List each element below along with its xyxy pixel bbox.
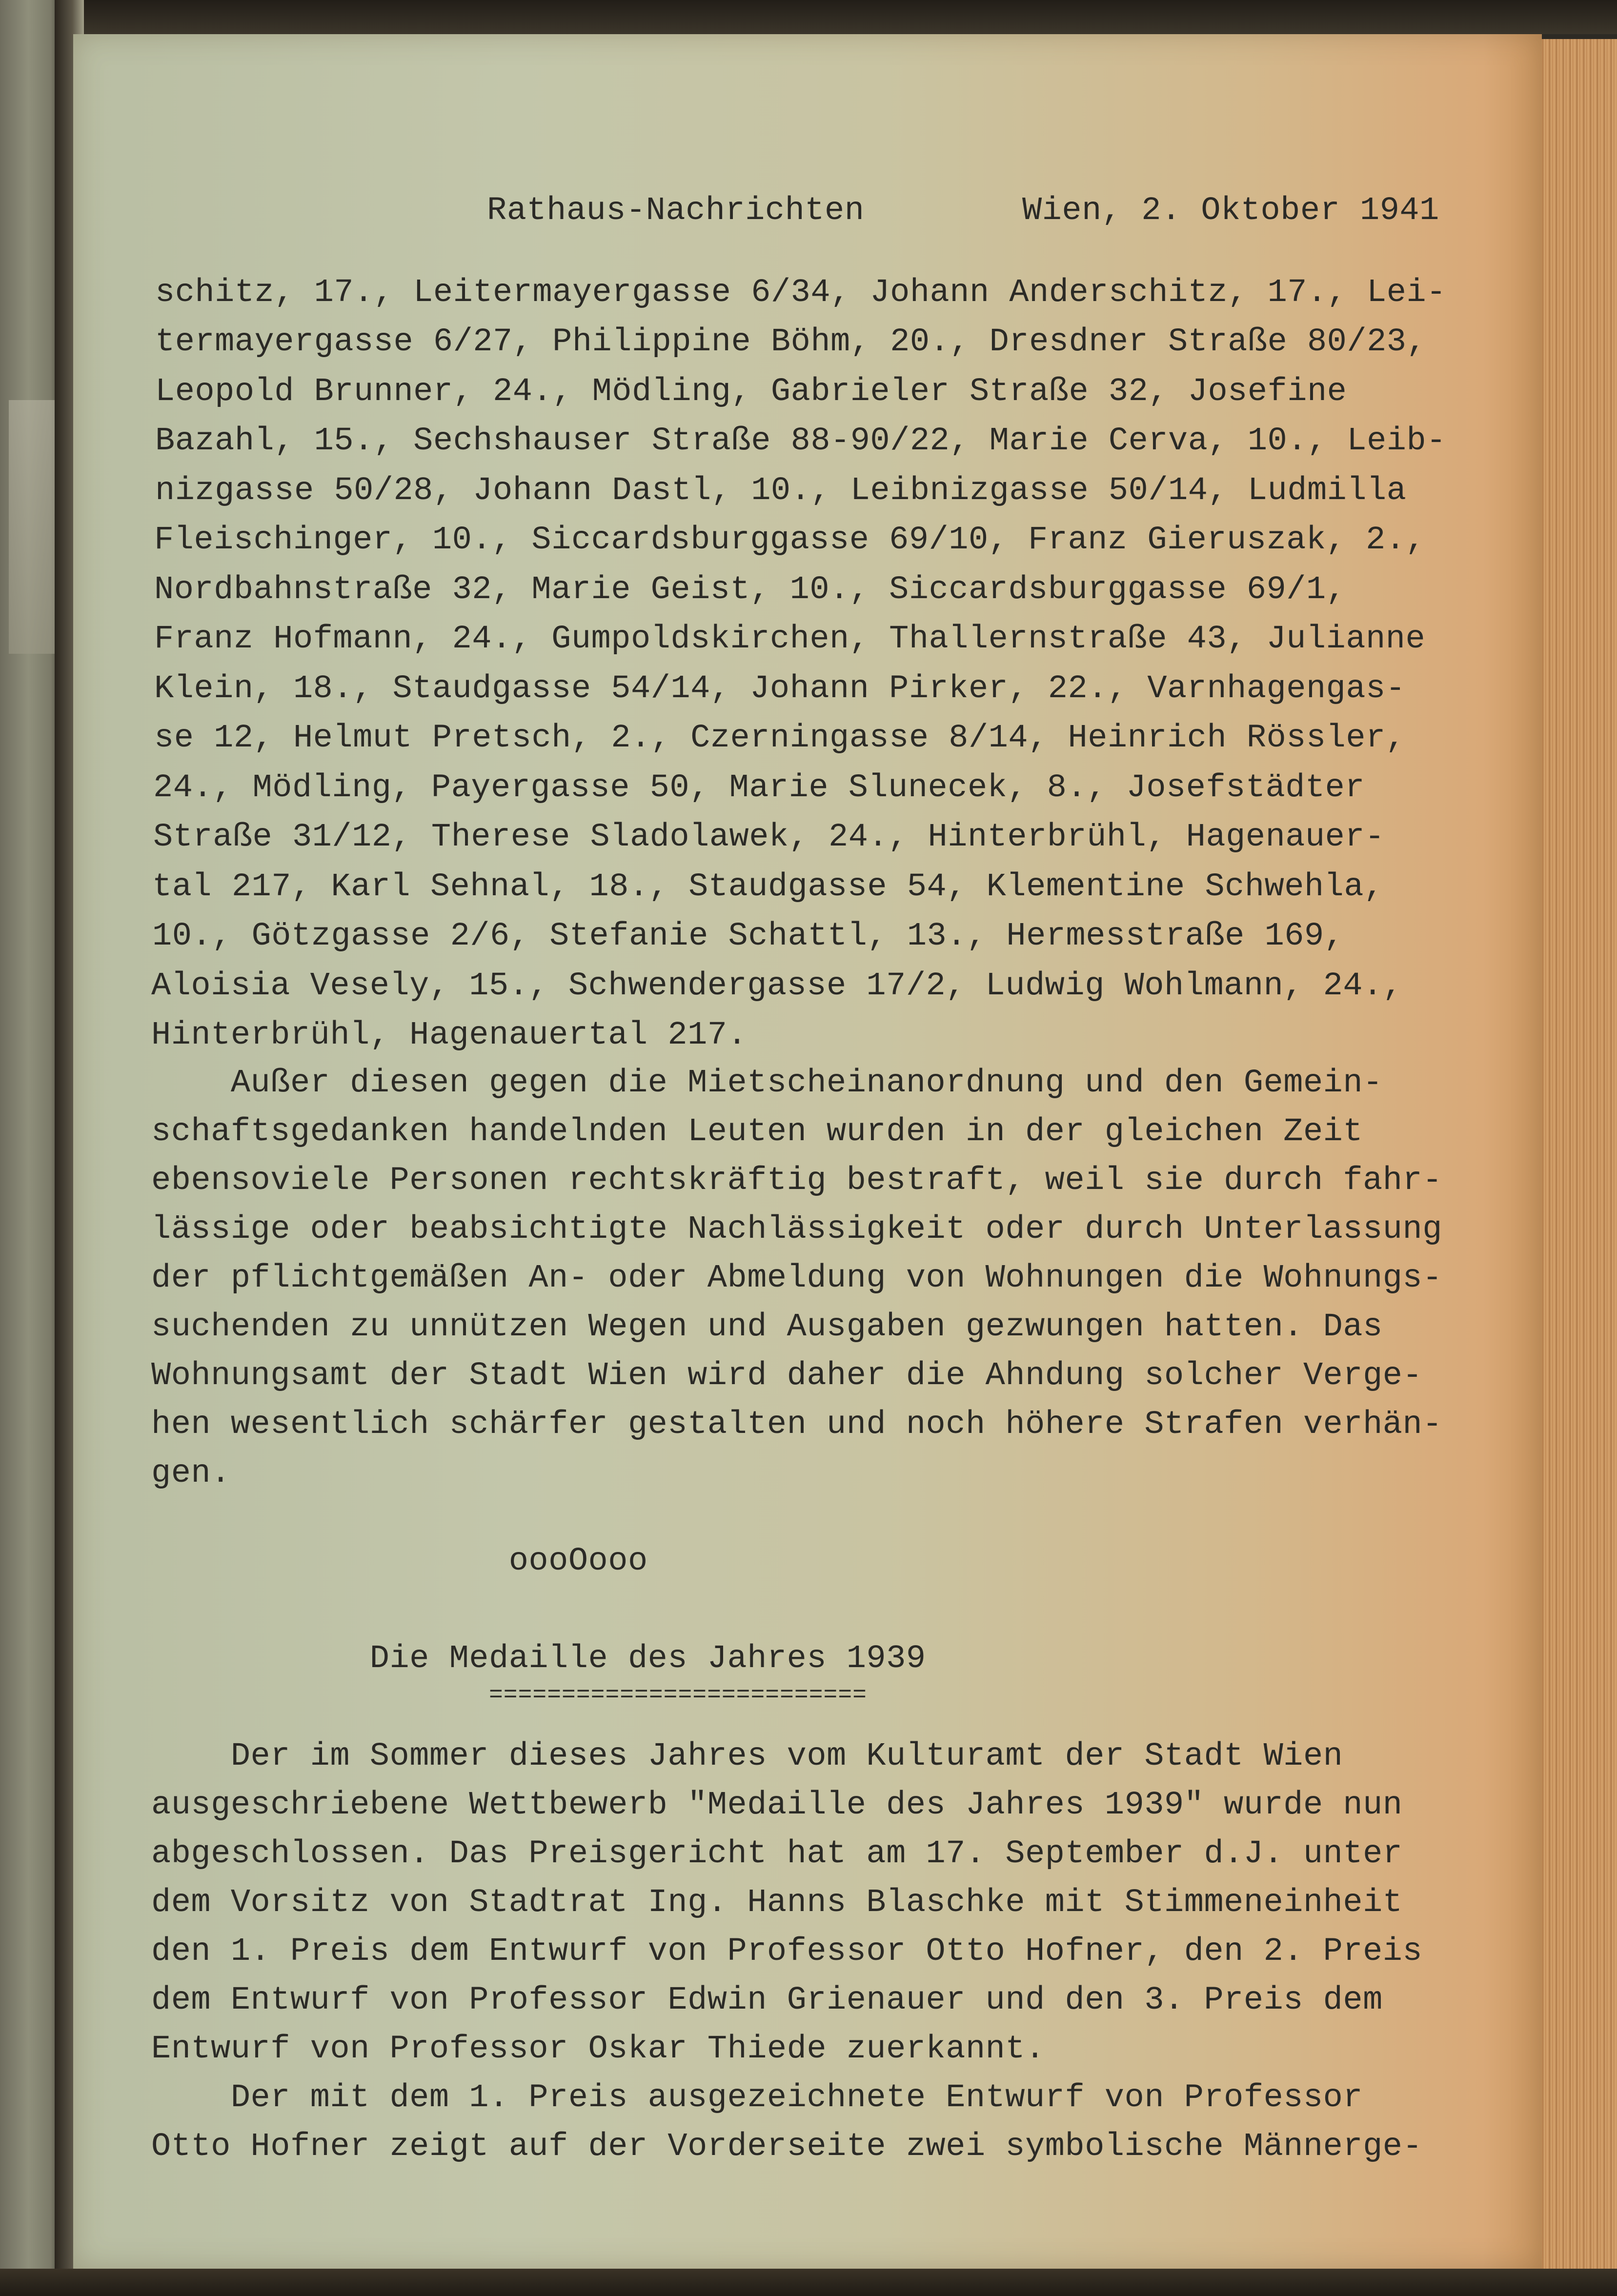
section-title: Die Medaille des Jahres 1939 (151, 1640, 926, 1677)
facing-page-stamp (9, 400, 58, 654)
text-line: nizgasse 50/28, Johann Dastl, 10., Leibnizgasse 50/14, Ludmilla (155, 472, 1407, 509)
text-line: Fleischinger, 10., Siccardsburggasse 69/10, Franz Gieruszak, 2., (154, 522, 1426, 559)
text-line: ebensoviele Personen rechtskräftig bestraft, weil sie durch fahr- (151, 1162, 1442, 1199)
text-line: den 1. Preis dem Entwurf von Professor Otto Hofner, den 2. Preis (151, 1933, 1423, 1970)
document-header-dateline: Wien, 2. Oktober 1941 (1022, 192, 1439, 229)
paragraph-first-line: Der mit dem 1. Preis ausgezeichnete Entwurf von Professor (151, 2079, 1363, 2116)
text-line: dem Entwurf von Professor Edwin Grienauer und den 3. Preis dem (151, 1982, 1383, 2019)
text-line: Nordbahnstraße 32, Marie Geist, 10., Siccardsburggasse 69/1, (154, 571, 1346, 608)
text-line: se 12, Helmut Pretsch, 2., Czerningasse 8/14, Heinrich Rössler, (154, 720, 1406, 757)
text-line: Bazahl, 15., Sechshauser Straße 88-90/22, Marie Cerva, 10., Leib- (155, 423, 1446, 460)
section-title-underline: ========================== (489, 1682, 867, 1709)
typewritten-page (73, 34, 1542, 2269)
paragraph-first-line: Außer diesen gegen die Mietscheinanordnung und den Gemein- (151, 1065, 1383, 1102)
text-line: Leopold Brunner, 24., Mödling, Gabrieler Straße 32, Josefine (155, 373, 1347, 410)
text-line: schitz, 17., Leitermayergasse 6/34, Johann Anderschitz, 17., Lei- (155, 274, 1446, 311)
text-line: Otto Hofner zeigt auf der Vorderseite zwei symbolische Männerge- (151, 2128, 1423, 2165)
text-line: abgeschlossen. Das Preisgericht hat am 17. September d.J. unter (151, 1835, 1403, 1873)
text-line: 10., Götzgasse 2/6, Stefanie Schattl, 13., Hermesstraße 169, (152, 918, 1344, 955)
text-line: hen wesentlich schärfer gestalten und noch höhere Strafen verhän- (151, 1406, 1442, 1443)
text-line: Aloisia Vesely, 15., Schwendergasse 17/2, Ludwig Wohlmann, 24., (151, 967, 1403, 1005)
text-line: der pflichtgemäßen An- oder Abmeldung von Wohnungen die Wohnungs- (151, 1260, 1442, 1297)
text-line: Wohnungsamt der Stadt Wien wird daher die Ahndung solcher Verge- (151, 1357, 1423, 1394)
scan-top-border (0, 0, 1617, 34)
scan-bottom-border (0, 2269, 1617, 2296)
page-stack-edges (1537, 39, 1617, 2269)
text-line: ausgeschriebene Wettbewerb "Medaille des Jahres 1939" wurde nun (151, 1787, 1403, 1824)
text-line: suchenden zu unnützen Wegen und Ausgaben gezwungen hatten. Das (151, 1309, 1383, 1346)
text-line: gen. (151, 1455, 231, 1492)
text-line: dem Vorsitz von Stadtrat Ing. Hanns Blaschke mit Stimmeneinheit (151, 1884, 1403, 1921)
document-header-title: Rathaus-Nachrichten (487, 192, 865, 229)
section-separator: oooOooo (151, 1543, 648, 1580)
facing-page-edge (0, 0, 63, 2296)
text-line: Entwurf von Professor Oskar Thiede zuerkannt. (151, 2031, 1045, 2068)
text-line: Straße 31/12, Therese Sladolawek, 24., Hinterbrühl, Hagenauer- (153, 819, 1385, 856)
text-line: lässige oder beabsichtigte Nachlässigkeit oder durch Unterlassung (151, 1211, 1442, 1248)
text-line: termayergasse 6/27, Philippine Böhm, 20., Dresdner Straße 80/23, (155, 323, 1427, 361)
paragraph-first-line: Der im Sommer dieses Jahres vom Kulturamt der Stadt Wien (151, 1738, 1343, 1775)
text-line: Klein, 18., Staudgasse 54/14, Johann Pirker, 22., Varnhagengas- (154, 670, 1406, 707)
text-line: tal 217, Karl Sehnal, 18., Staudgasse 54, Klementine Schwehla, (152, 868, 1384, 906)
text-line: Franz Hofmann, 24., Gumpoldskirchen, Thallernstraße 43, Julianne (154, 621, 1426, 658)
text-line: schaftsgedanken handelnden Leuten wurden in der gleichen Zeit (151, 1113, 1363, 1150)
text-line: Hinterbrühl, Hagenauertal 217. (151, 1017, 748, 1054)
text-line: 24., Mödling, Payergasse 50, Marie Slunecek, 8., Josefstädter (153, 769, 1365, 806)
